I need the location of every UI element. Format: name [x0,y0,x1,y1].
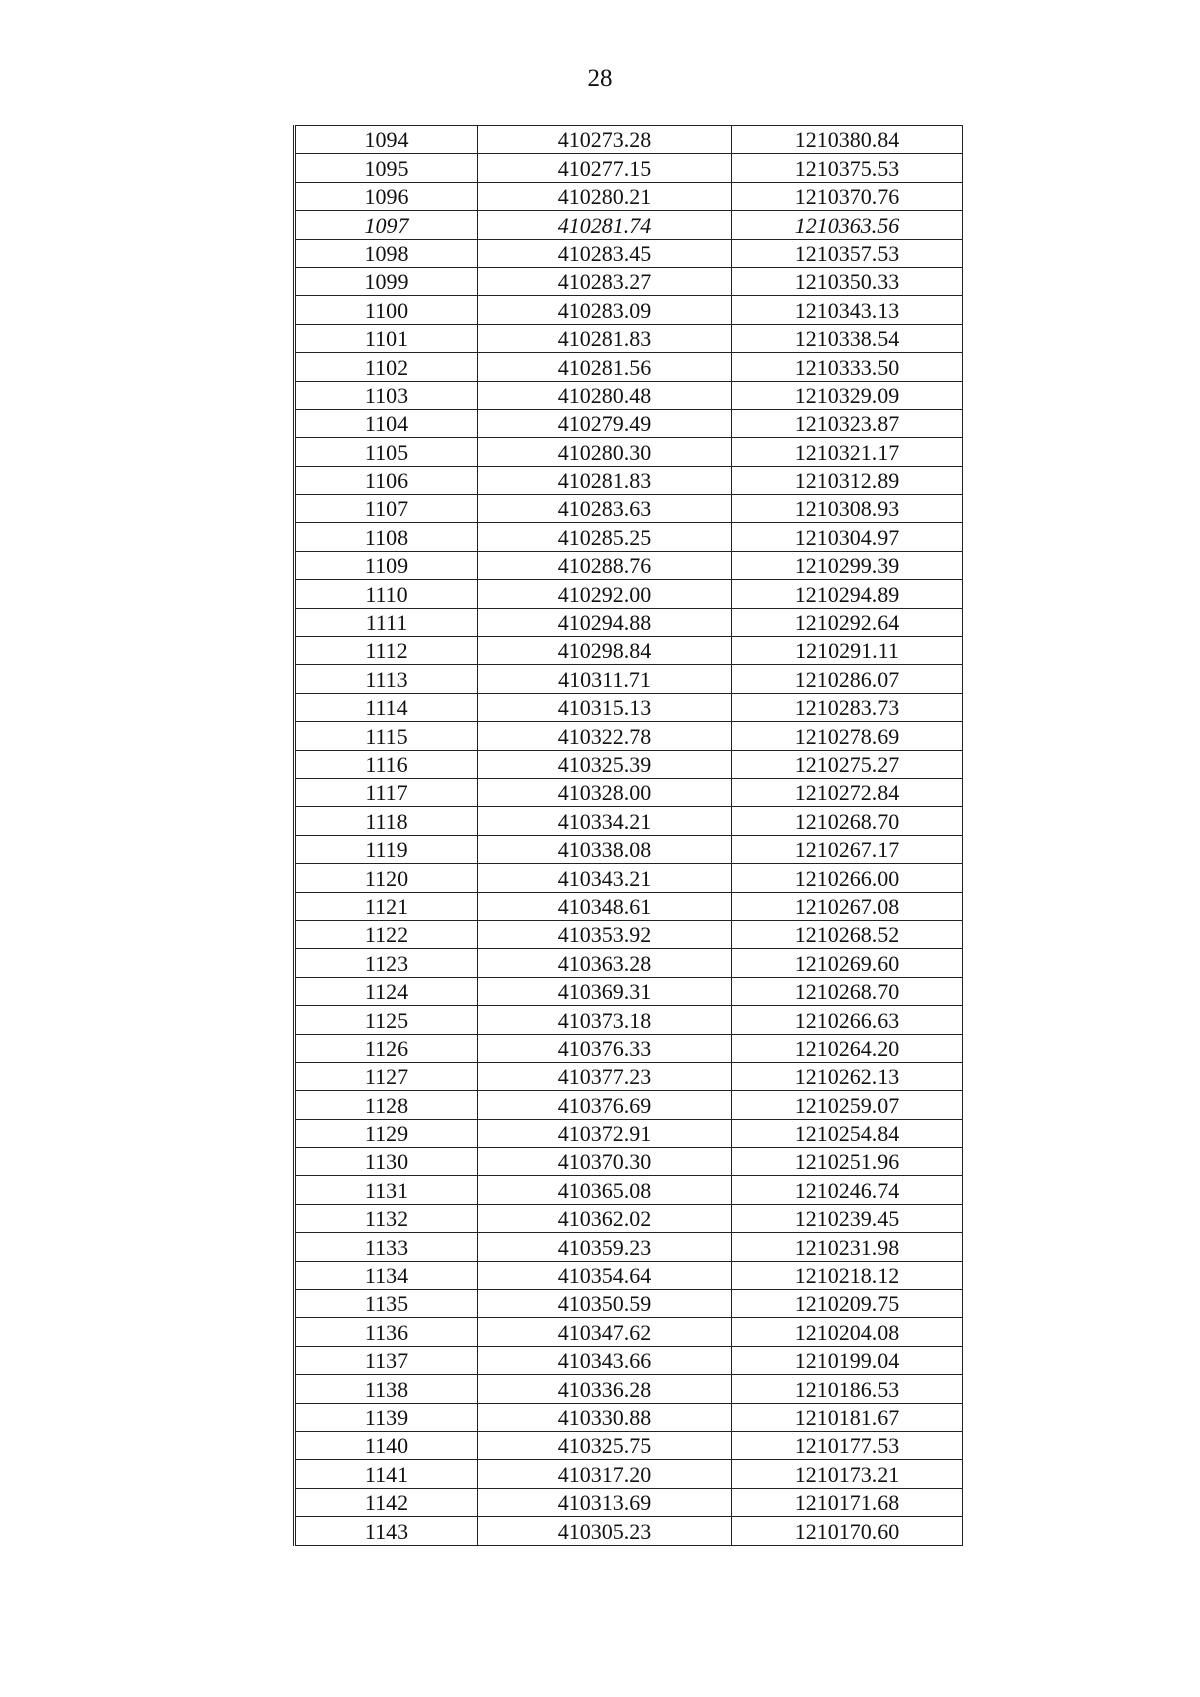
y-coordinate-cell: 1210283.73 [732,693,963,721]
y-coordinate-cell: 1210239.45 [732,1204,963,1232]
y-coordinate-cell: 1210268.70 [732,807,963,835]
point-number-cell: 1100 [295,296,478,324]
point-number-cell: 1101 [295,324,478,352]
table-row [295,296,963,324]
table-row [295,211,963,239]
table-row [295,1318,963,1346]
point-number-cell: 1095 [295,154,478,182]
point-number-cell: 1109 [295,551,478,579]
y-coordinate-cell: 1210181.67 [732,1403,963,1431]
table-row [295,1006,963,1034]
table-row [295,750,963,778]
point-number-cell: 1098 [295,239,478,267]
x-coordinate-cell: 410292.00 [478,580,732,608]
point-number-cell: 1102 [295,353,478,381]
x-coordinate-cell: 410369.31 [478,977,732,1005]
x-coordinate-cell: 410372.91 [478,1119,732,1147]
x-coordinate-cell: 410373.18 [478,1006,732,1034]
table-row [295,1062,963,1090]
table-row [295,1517,963,1545]
x-coordinate-cell: 410334.21 [478,807,732,835]
x-coordinate-cell: 410328.00 [478,778,732,806]
table-row [295,1204,963,1232]
y-coordinate-cell: 1210380.84 [732,126,963,154]
y-coordinate-cell: 1210333.50 [732,353,963,381]
table-row [295,1488,963,1516]
y-coordinate-cell: 1210171.68 [732,1488,963,1516]
x-coordinate-cell: 410283.09 [478,296,732,324]
x-coordinate-cell: 410294.88 [478,608,732,636]
point-number-cell: 1120 [295,864,478,892]
y-coordinate-cell: 1210275.27 [732,750,963,778]
point-number-cell: 1126 [295,1034,478,1062]
y-coordinate-cell: 1210268.52 [732,920,963,948]
table-row [295,1034,963,1062]
point-number-cell: 1104 [295,409,478,437]
point-number-cell: 1133 [295,1233,478,1261]
point-number-cell: 1114 [295,693,478,721]
table-row [295,381,963,409]
y-coordinate-cell: 1210199.04 [732,1346,963,1374]
y-coordinate-cell: 1210291.11 [732,637,963,665]
y-coordinate-cell: 1210370.76 [732,182,963,210]
x-coordinate-cell: 410315.13 [478,693,732,721]
y-coordinate-cell: 1210218.12 [732,1261,963,1289]
x-coordinate-cell: 410281.83 [478,466,732,494]
point-number-cell: 1110 [295,580,478,608]
point-number-cell: 1108 [295,523,478,551]
x-coordinate-cell: 410298.84 [478,637,732,665]
y-coordinate-cell: 1210266.00 [732,864,963,892]
point-number-cell: 1131 [295,1176,478,1204]
y-coordinate-cell: 1210312.89 [732,466,963,494]
y-coordinate-cell: 1210173.21 [732,1460,963,1488]
table-row [295,239,963,267]
table-row [295,1119,963,1147]
x-coordinate-cell: 410376.69 [478,1091,732,1119]
x-coordinate-cell: 410359.23 [478,1233,732,1261]
x-coordinate-cell: 410281.74 [478,211,732,239]
y-coordinate-cell: 1210343.13 [732,296,963,324]
y-coordinate-cell: 1210357.53 [732,239,963,267]
point-number-cell: 1129 [295,1119,478,1147]
y-coordinate-cell: 1210363.56 [732,211,963,239]
x-coordinate-cell: 410317.20 [478,1460,732,1488]
table-row [295,778,963,806]
table-row [295,949,963,977]
point-number-cell: 1134 [295,1261,478,1289]
point-number-cell: 1118 [295,807,478,835]
y-coordinate-cell: 1210267.17 [732,835,963,863]
point-number-cell: 1127 [295,1062,478,1090]
table-row [295,523,963,551]
x-coordinate-cell: 410362.02 [478,1204,732,1232]
x-coordinate-cell: 410313.69 [478,1488,732,1516]
coordinate-table [293,125,963,1546]
point-number-cell: 1116 [295,750,478,778]
table-row [295,892,963,920]
x-coordinate-cell: 410363.28 [478,949,732,977]
point-number-cell: 1123 [295,949,478,977]
point-number-cell: 1135 [295,1290,478,1318]
x-coordinate-cell: 410353.92 [478,920,732,948]
x-coordinate-cell: 410281.56 [478,353,732,381]
table-row [295,353,963,381]
y-coordinate-cell: 1210308.93 [732,495,963,523]
point-number-cell: 1096 [295,182,478,210]
x-coordinate-cell: 410330.88 [478,1403,732,1431]
y-coordinate-cell: 1210251.96 [732,1148,963,1176]
y-coordinate-cell: 1210186.53 [732,1375,963,1403]
table-row [295,1176,963,1204]
table-row [295,1233,963,1261]
table-row [295,466,963,494]
table-row [295,551,963,579]
y-coordinate-cell: 1210350.33 [732,267,963,295]
y-coordinate-cell: 1210269.60 [732,949,963,977]
table-row [295,1261,963,1289]
x-coordinate-cell: 410280.48 [478,381,732,409]
x-coordinate-cell: 410336.28 [478,1375,732,1403]
point-number-cell: 1094 [295,126,478,154]
table-row [295,693,963,721]
x-coordinate-cell: 410283.63 [478,495,732,523]
table-row [295,1290,963,1318]
point-number-cell: 1099 [295,267,478,295]
point-number-cell: 1141 [295,1460,478,1488]
point-number-cell: 1107 [295,495,478,523]
point-number-cell: 1119 [295,835,478,863]
y-coordinate-cell: 1210262.13 [732,1062,963,1090]
y-coordinate-cell: 1210267.08 [732,892,963,920]
y-coordinate-cell: 1210321.17 [732,438,963,466]
x-coordinate-cell: 410283.27 [478,267,732,295]
point-number-cell: 1117 [295,778,478,806]
table-row [295,495,963,523]
y-coordinate-cell: 1210329.09 [732,381,963,409]
page-number: 28 [587,65,613,92]
point-number-cell: 1111 [295,608,478,636]
x-coordinate-cell: 410343.21 [478,864,732,892]
x-coordinate-cell: 410343.66 [478,1346,732,1374]
table-row [295,977,963,1005]
x-coordinate-cell: 410311.71 [478,665,732,693]
point-number-cell: 1137 [295,1346,478,1374]
table-row [295,637,963,665]
x-coordinate-cell: 410279.49 [478,409,732,437]
table-row [295,920,963,948]
x-coordinate-cell: 410281.83 [478,324,732,352]
x-coordinate-cell: 410365.08 [478,1176,732,1204]
table-row [295,1403,963,1431]
x-coordinate-cell: 410325.75 [478,1431,732,1459]
table-row [295,1431,963,1459]
x-coordinate-cell: 410283.45 [478,239,732,267]
point-number-cell: 1121 [295,892,478,920]
point-number-cell: 1132 [295,1204,478,1232]
table-row [295,835,963,863]
y-coordinate-cell: 1210266.63 [732,1006,963,1034]
table-row [295,438,963,466]
x-coordinate-cell: 410277.15 [478,154,732,182]
x-coordinate-cell: 410338.08 [478,835,732,863]
table-row [295,1460,963,1488]
table-row [295,665,963,693]
table-row [295,267,963,295]
x-coordinate-cell: 410370.30 [478,1148,732,1176]
y-coordinate-cell: 1210286.07 [732,665,963,693]
point-number-cell: 1143 [295,1517,478,1545]
point-number-cell: 1124 [295,977,478,1005]
x-coordinate-cell: 410273.28 [478,126,732,154]
table-row [295,182,963,210]
x-coordinate-cell: 410354.64 [478,1261,732,1289]
y-coordinate-cell: 1210264.20 [732,1034,963,1062]
y-coordinate-cell: 1210246.74 [732,1176,963,1204]
y-coordinate-cell: 1210268.70 [732,977,963,1005]
x-coordinate-cell: 410347.62 [478,1318,732,1346]
point-number-cell: 1140 [295,1431,478,1459]
table-row [295,154,963,182]
x-coordinate-cell: 410280.30 [478,438,732,466]
point-number-cell: 1142 [295,1488,478,1516]
table-row [295,324,963,352]
x-coordinate-cell: 410348.61 [478,892,732,920]
table-row [295,409,963,437]
y-coordinate-cell: 1210304.97 [732,523,963,551]
y-coordinate-cell: 1210259.07 [732,1091,963,1119]
table-row [295,1091,963,1119]
y-coordinate-cell: 1210338.54 [732,324,963,352]
x-coordinate-cell: 410280.21 [478,182,732,210]
y-coordinate-cell: 1210278.69 [732,722,963,750]
x-coordinate-cell: 410325.39 [478,750,732,778]
table-row [295,1346,963,1374]
table-row [295,722,963,750]
point-number-cell: 1125 [295,1006,478,1034]
y-coordinate-cell: 1210170.60 [732,1517,963,1545]
x-coordinate-cell: 410350.59 [478,1290,732,1318]
table-row [295,608,963,636]
table-row [295,1148,963,1176]
table-row [295,864,963,892]
x-coordinate-cell: 410305.23 [478,1517,732,1545]
point-number-cell: 1139 [295,1403,478,1431]
point-number-cell: 1112 [295,637,478,665]
y-coordinate-cell: 1210231.98 [732,1233,963,1261]
coordinate-table-body [295,126,963,1546]
y-coordinate-cell: 1210292.64 [732,608,963,636]
point-number-cell: 1097 [295,211,478,239]
table-row [295,580,963,608]
y-coordinate-cell: 1210294.89 [732,580,963,608]
table-row [295,1375,963,1403]
table-row [295,807,963,835]
point-number-cell: 1103 [295,381,478,409]
y-coordinate-cell: 1210177.53 [732,1431,963,1459]
point-number-cell: 1122 [295,920,478,948]
x-coordinate-cell: 410285.25 [478,523,732,551]
x-coordinate-cell: 410322.78 [478,722,732,750]
point-number-cell: 1115 [295,722,478,750]
point-number-cell: 1130 [295,1148,478,1176]
y-coordinate-cell: 1210272.84 [732,778,963,806]
point-number-cell: 1128 [295,1091,478,1119]
x-coordinate-cell: 410376.33 [478,1034,732,1062]
y-coordinate-cell: 1210254.84 [732,1119,963,1147]
x-coordinate-cell: 410377.23 [478,1062,732,1090]
y-coordinate-cell: 1210375.53 [732,154,963,182]
point-number-cell: 1138 [295,1375,478,1403]
y-coordinate-cell: 1210204.08 [732,1318,963,1346]
point-number-cell: 1106 [295,466,478,494]
y-coordinate-cell: 1210323.87 [732,409,963,437]
point-number-cell: 1136 [295,1318,478,1346]
point-number-cell: 1105 [295,438,478,466]
y-coordinate-cell: 1210299.39 [732,551,963,579]
point-number-cell: 1113 [295,665,478,693]
y-coordinate-cell: 1210209.75 [732,1290,963,1318]
x-coordinate-cell: 410288.76 [478,551,732,579]
table-row [295,126,963,154]
